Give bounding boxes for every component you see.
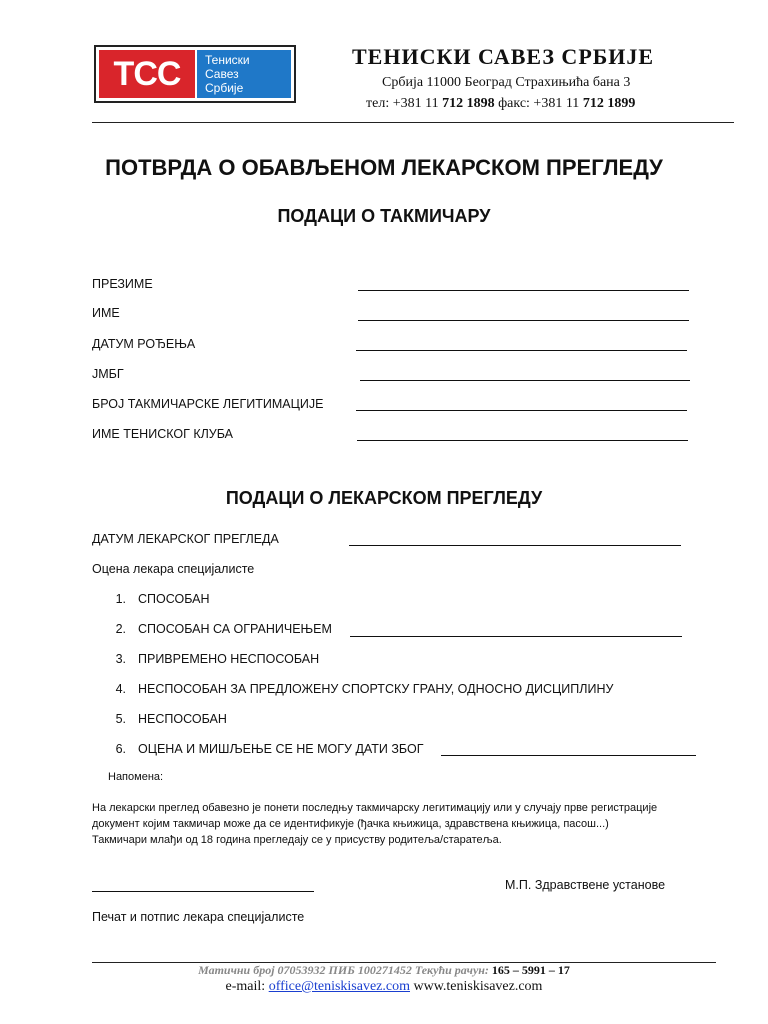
email-prefix: e-mail: (225, 979, 269, 994)
cannot-assess-reason-line[interactable] (441, 755, 696, 756)
option-temporarily-incapable: ПРИВРЕМЕНО НЕСПОСОБАН (138, 652, 320, 666)
note-text (92, 800, 732, 848)
logo-wordmark (197, 50, 291, 98)
field-label-birth-date: ДАТУМ РОЂЕЊА (92, 337, 196, 351)
fax-prefix: факс: +381 11 (494, 96, 583, 111)
option-number: 3. (115, 652, 126, 666)
exam-date-label: ДАТУМ ЛЕКАРСКОГ ПРЕГЛЕДА (92, 532, 279, 546)
field-label-name: ИМЕ (92, 306, 120, 320)
limitation-line[interactable] (350, 636, 682, 637)
website-link[interactable]: www.teniskisavez.com (410, 979, 543, 994)
signature-label: Печат и потпис лекара специјалисте (92, 910, 305, 924)
logo-line-1: Тениски (205, 53, 250, 67)
phone-number: 712 1898 (442, 96, 495, 111)
note-line-2: документ којим такмичар може да се идентификује (ђачка књижица, здравствена књижица, пасош...) (92, 818, 609, 830)
organization-address: Србија 11000 Београд Страхињића бана 3 (382, 75, 631, 90)
option-incapable-for-sport: НЕСПОСОБАН ЗА ПРЕДЛОЖЕНУ СПОРТСКУ ГРАНУ, ОДНОСНО ДИСЦИПЛИНУ (138, 682, 614, 696)
option-number: 6. (115, 742, 126, 756)
signature-line[interactable] (92, 891, 314, 892)
header-divider (92, 122, 734, 123)
field-label-club-name: ИМЕ ТЕНИСКОГ КЛУБА (92, 427, 234, 441)
field-label-jmbg: ЈМБГ (92, 367, 124, 381)
option-incapable: НЕСПОСОБАН (138, 712, 227, 726)
email-link[interactable]: office@teniskisavez.com (268, 979, 410, 994)
note-line-3: Такмичари млађи од 18 година прегледају се у присуству родитеља/старатеља. (92, 834, 502, 846)
bank-account: 165 – 5991 – 17 (491, 963, 570, 977)
option-cannot-assess: ОЦЕНА И МИШЉЕЊЕ СЕ НЕ МОГУ ДАТИ ЗБОГ (138, 742, 424, 756)
footer-contact (0, 979, 768, 995)
logo-line-2: Савез (205, 67, 239, 81)
note-line-1: На лекарски преглед обавезно је понети последњу такмичарску легитимацију или у случају прве регистрације (92, 802, 658, 814)
logo-abbreviation: ТСС (99, 50, 195, 98)
footer-registration (0, 963, 768, 978)
logo-line-3: Србије (205, 81, 244, 95)
field-line-birth-date[interactable] (356, 350, 687, 351)
option-number: 1. (115, 592, 126, 606)
organization-name: ТЕНИСКИ САВЕЗ СРБИЈЕ (352, 44, 655, 69)
organization-contact (366, 96, 635, 112)
logo (94, 45, 296, 103)
option-number: 2. (115, 622, 126, 636)
field-label-surname: ПРЕЗИМЕ (92, 277, 153, 291)
note-label: Напомена: (108, 771, 164, 783)
competitor-section-heading: ПОДАЦИ О ТАКМИЧАРУ (277, 206, 491, 226)
field-line-name[interactable] (358, 320, 689, 321)
field-line-license-number[interactable] (356, 410, 687, 411)
option-capable-limited: СПОСОБАН СА ОГРАНИЧЕЊЕМ (138, 622, 332, 636)
field-line-club-name[interactable] (357, 440, 688, 441)
field-line-jmbg[interactable] (360, 380, 690, 381)
exam-section-heading: ПОДАЦИ О ЛЕКАРСКОМ ПРЕГЛЕДУ (225, 488, 543, 508)
stamp-label: М.П. Здравствене установе (505, 878, 666, 892)
assessment-label: Оцена лекара специјалисте (92, 562, 255, 576)
field-line-surname[interactable] (358, 290, 689, 291)
fax-number: 712 1899 (582, 96, 636, 111)
registration-ids: Матични број 07053932 ПИБ 100271452 Текући рачун: (198, 963, 492, 977)
option-number: 5. (115, 712, 126, 726)
option-number: 4. (115, 682, 126, 696)
document-title: ПОТВРДА О ОБАВЉЕНОМ ЛЕКАРСКОМ ПРЕГЛЕДУ (105, 155, 663, 180)
exam-date-line[interactable] (349, 545, 681, 546)
option-capable: СПОСОБАН (138, 592, 210, 606)
phone-prefix: тел: +381 11 (366, 96, 443, 111)
field-label-license-number: БРОЈ ТАКМИЧАРСКЕ ЛЕГИТИМАЦИЈЕ (92, 397, 324, 411)
